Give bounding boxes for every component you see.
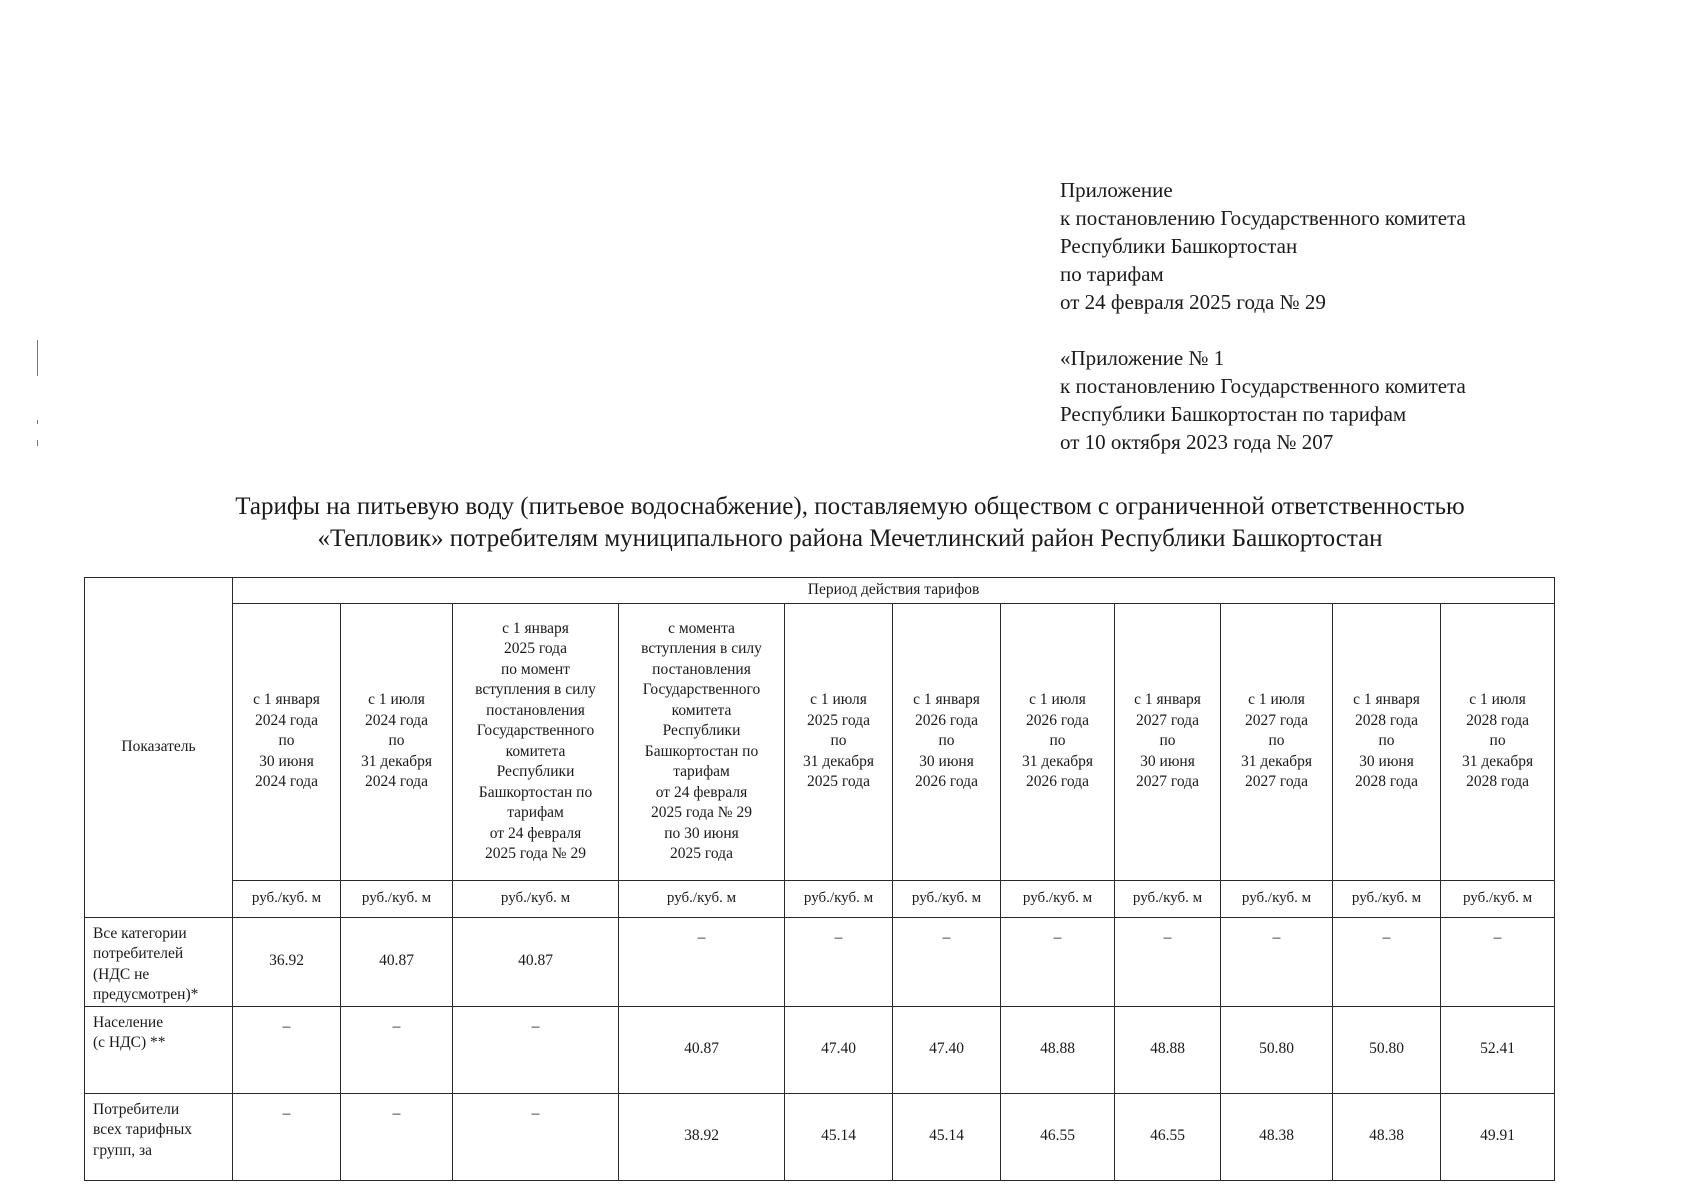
row-label-line: Потребители xyxy=(93,1100,180,1118)
row-label xyxy=(85,917,233,1006)
unit-cell: руб./куб. м xyxy=(1001,880,1115,917)
period-header: Период действия тарифов xyxy=(233,578,1555,604)
indicator-header: Показатель xyxy=(85,578,233,918)
row-label xyxy=(85,1006,233,1093)
period-column-header xyxy=(341,603,453,880)
period-line: 31 декабря xyxy=(802,752,875,770)
period-line: с 1 января xyxy=(1353,691,1420,709)
unit-cell: руб./куб. м xyxy=(785,880,893,917)
row-label xyxy=(85,1093,233,1180)
table-cell: 52.41 xyxy=(1441,1006,1555,1093)
table-cell: 48.88 xyxy=(1001,1006,1115,1093)
period-column-header xyxy=(1221,603,1333,880)
period-line: по xyxy=(938,732,955,750)
row-label-line: потребителей xyxy=(93,945,184,962)
table-cell: 48.38 xyxy=(1221,1093,1333,1180)
period-line: по xyxy=(1268,732,1285,750)
period-line: 31 декабря xyxy=(1021,752,1094,770)
period-column-header xyxy=(893,603,1001,880)
row-label-line: (НДС не xyxy=(93,965,150,983)
table-cell: 40.87 xyxy=(341,917,453,1006)
table-cell: 45.14 xyxy=(893,1093,1001,1180)
period-line: от 24 февраля xyxy=(655,783,748,801)
unit-cell: руб./куб. м xyxy=(341,880,453,917)
table-cell: – xyxy=(1333,917,1441,1006)
period-line: 2027 года xyxy=(1136,773,1199,791)
period-line: с 1 января xyxy=(253,691,320,709)
appendix-line: «Приложение № 1 xyxy=(1060,346,1225,370)
unit-cell: руб./куб. м xyxy=(453,880,619,917)
table-cell: – xyxy=(785,917,893,1006)
table-cell: 45.14 xyxy=(785,1093,893,1180)
period-line: по xyxy=(1489,732,1506,750)
period-line: с 1 июля xyxy=(1029,691,1086,709)
table-row xyxy=(85,1093,1555,1180)
period-line: Республики xyxy=(662,722,741,739)
period-line: комитета xyxy=(505,742,566,760)
period-line: тарифам xyxy=(507,804,564,821)
period-column-header xyxy=(1001,603,1115,880)
period-line: 2024 года xyxy=(255,773,318,791)
period-line: тарифам xyxy=(673,763,730,780)
appendix-line: Республики Башкортостан xyxy=(1060,234,1298,258)
period-line: комитета xyxy=(671,701,732,719)
table-cell: 50.80 xyxy=(1221,1006,1333,1093)
period-column-header xyxy=(785,603,893,880)
period-line: 30 июня xyxy=(1359,752,1414,770)
period-line: с 1 июля xyxy=(1248,691,1305,709)
period-line: от 24 февраля xyxy=(489,824,582,842)
scan-artifact xyxy=(37,420,38,424)
table-cell: – xyxy=(233,1093,341,1180)
period-line: 2025 года xyxy=(504,640,567,657)
unit-cell: руб./куб. м xyxy=(1333,880,1441,917)
scan-artifact xyxy=(37,340,38,376)
period-line: 2024 года xyxy=(365,711,428,729)
period-line: 30 июня xyxy=(1140,752,1195,770)
period-line: по xyxy=(388,732,405,750)
period-line: 2027 года xyxy=(1245,711,1308,729)
period-line: 30 июня xyxy=(919,752,974,770)
row-label-line: Население xyxy=(93,1013,164,1031)
table-cell: 47.40 xyxy=(893,1006,1001,1093)
title-line: Тарифы на питьевую воду (питьевое водоснабжение), поставляемую обществом с ограниченной ответственностью xyxy=(235,493,1465,520)
period-line: с 1 июля xyxy=(368,691,425,709)
table-cell: – xyxy=(341,1006,453,1093)
period-line: 2025 года № 29 xyxy=(485,845,586,862)
period-line: Государственного xyxy=(642,681,761,698)
period-line: по xyxy=(1049,732,1066,750)
period-line: по 30 июня xyxy=(664,824,739,842)
row-label-line: предусмотрен)* xyxy=(93,986,199,1003)
table-cell: 36.92 xyxy=(233,917,341,1006)
period-line: по xyxy=(1378,732,1395,750)
period-line: Башкортостан по xyxy=(644,742,759,760)
row-label-line: всех тарифных xyxy=(93,1121,192,1138)
period-line: 2024 года xyxy=(255,711,318,729)
table-cell: 50.80 xyxy=(1333,1006,1441,1093)
appendix-spacer xyxy=(1060,316,1660,344)
period-line: постановления xyxy=(486,701,585,719)
appendix-line: Приложение xyxy=(1060,178,1173,202)
period-line: 31 декабря xyxy=(1240,752,1313,770)
period-header-row xyxy=(85,603,1555,880)
period-column-header xyxy=(1115,603,1221,880)
period-line: 2028 года xyxy=(1355,711,1418,729)
period-column-header xyxy=(619,603,785,880)
period-line: Государственного xyxy=(476,722,595,739)
row-label-line: (с НДС) ** xyxy=(93,1034,166,1051)
appendix-line: от 10 октября 2023 года № 207 xyxy=(1060,430,1334,454)
table-cell: – xyxy=(453,1006,619,1093)
table-cell: – xyxy=(893,917,1001,1006)
table-cell: 47.40 xyxy=(785,1006,893,1093)
period-line: 2028 года xyxy=(1355,773,1418,791)
period-line: с 1 января xyxy=(913,691,980,709)
period-line: по xyxy=(1159,732,1176,750)
table-cell: 38.92 xyxy=(619,1093,785,1180)
period-column-header xyxy=(233,603,341,880)
period-line: 30 июня xyxy=(259,752,314,770)
period-line: с 1 января xyxy=(1134,691,1201,709)
period-column-header xyxy=(453,603,619,880)
unit-cell: руб./куб. м xyxy=(1115,880,1221,917)
appendix-line: к постановлению Государственного комитета xyxy=(1060,206,1466,230)
period-line: 2026 года xyxy=(915,773,978,791)
period-line: постановления xyxy=(652,660,751,678)
table-row xyxy=(85,917,1555,1006)
period-line: 2028 года xyxy=(1466,711,1530,729)
period-line: вступления в силу xyxy=(641,640,762,657)
scan-artifact xyxy=(37,440,38,446)
period-line: с 1 января xyxy=(502,619,569,637)
period-column-header xyxy=(1441,603,1555,880)
appendix-line: от 24 февраля 2025 года № 29 xyxy=(1060,290,1326,314)
period-line: 2025 года № 29 xyxy=(651,804,752,821)
appendix-line: Республики Башкортостан по тарифам xyxy=(1060,402,1407,426)
title-line: «Тепловик» потребителям муниципального района Мечетлинский район Республики Башкортостан xyxy=(317,525,1383,552)
table-cell: – xyxy=(1001,917,1115,1006)
table-cell: 49.91 xyxy=(1441,1093,1555,1180)
period-line: 31 декабря xyxy=(360,752,433,770)
appendix-line: по тарифам xyxy=(1060,262,1164,286)
table-row xyxy=(85,1006,1555,1093)
table-cell: 46.55 xyxy=(1001,1093,1115,1180)
row-label-line: Все категории xyxy=(93,924,187,942)
period-line: с 1 июля xyxy=(1469,691,1526,709)
period-line: Башкортостан по xyxy=(478,783,593,801)
period-line: 2026 года xyxy=(1026,711,1089,729)
unit-cell: руб./куб. м xyxy=(1441,880,1555,917)
period-line: по xyxy=(278,732,295,750)
table-cell: – xyxy=(619,917,785,1006)
period-line: вступления в силу xyxy=(475,681,596,698)
table-cell: – xyxy=(1115,917,1221,1006)
period-line: 2024 года xyxy=(365,773,428,791)
table-cell: – xyxy=(453,1093,619,1180)
appendix-block xyxy=(1060,176,1660,456)
period-line: 2027 года xyxy=(1136,711,1199,729)
period-line: с момента xyxy=(668,619,735,637)
period-line: 2026 года xyxy=(1026,773,1089,791)
tariff-table xyxy=(84,577,1555,1181)
document-title xyxy=(110,491,1590,555)
table-cell: – xyxy=(341,1093,453,1180)
period-line: по xyxy=(830,732,847,750)
period-line: с 1 июля xyxy=(810,691,867,709)
table-cell: – xyxy=(233,1006,341,1093)
unit-cell: руб./куб. м xyxy=(619,880,785,917)
period-line: по момент xyxy=(501,660,570,678)
period-line: 2028 года xyxy=(1466,773,1530,791)
table-cell: – xyxy=(1221,917,1333,1006)
unit-cell: руб./куб. м xyxy=(893,880,1001,917)
row-label-line: групп, за xyxy=(93,1141,152,1159)
period-line: 2025 года xyxy=(807,711,870,729)
appendix-line: к постановлению Государственного комитета xyxy=(1060,374,1466,398)
table-cell: 46.55 xyxy=(1115,1093,1221,1180)
period-column-header xyxy=(1333,603,1441,880)
period-line: 2026 года xyxy=(915,711,978,729)
period-line: Республики xyxy=(496,763,575,780)
period-line: 2025 года xyxy=(670,845,733,862)
unit-cell: руб./куб. м xyxy=(1221,880,1333,917)
table-cell: 40.87 xyxy=(619,1006,785,1093)
unit-row xyxy=(85,880,1555,917)
unit-cell: руб./куб. м xyxy=(233,880,341,917)
period-line: 2025 года xyxy=(807,773,870,791)
period-line: 2027 года xyxy=(1245,773,1308,791)
period-line: 31 декабря xyxy=(1462,752,1534,770)
table-cell: 48.38 xyxy=(1333,1093,1441,1180)
table-cell: 48.88 xyxy=(1115,1006,1221,1093)
table-cell: – xyxy=(1441,917,1555,1006)
table-cell: 40.87 xyxy=(453,917,619,1006)
